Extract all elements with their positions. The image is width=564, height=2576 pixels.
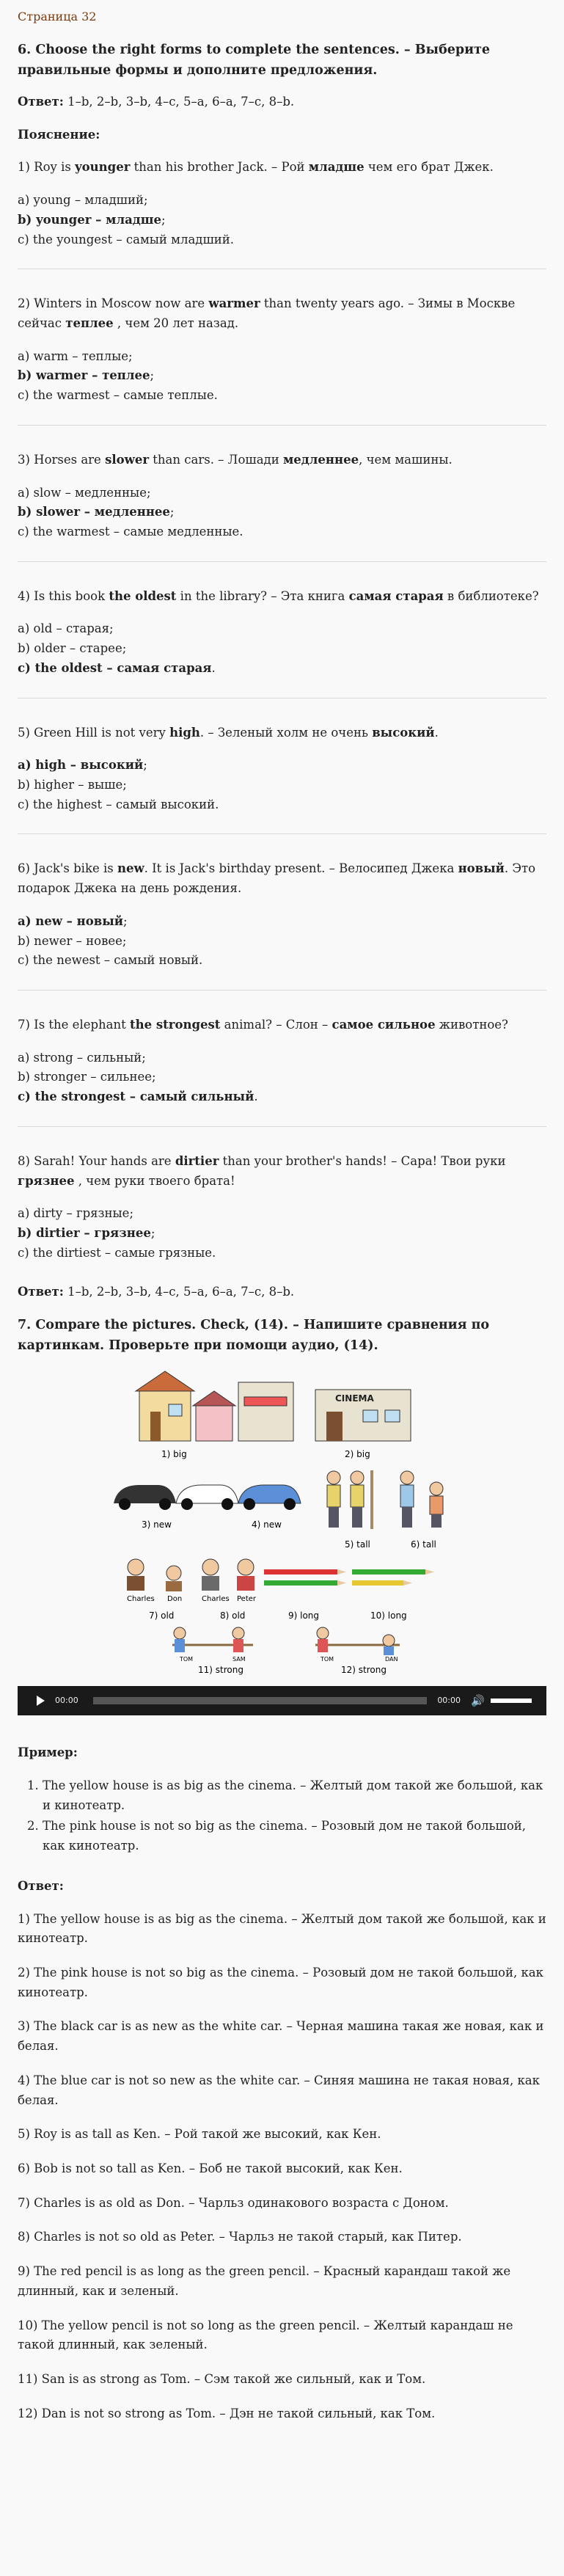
question-block (18, 450, 546, 562)
highlight-text: медленнее (282, 452, 359, 467)
text-run: a) young – младший; (18, 193, 148, 208)
highlight-text: самая старая (348, 588, 444, 603)
cars-picture (114, 1485, 301, 1510)
text-run: ; (150, 368, 155, 383)
option-item (18, 1204, 546, 1224)
comparison-illustration (18, 1368, 546, 1676)
answer-item: 3) The black car is as new as the white car. – Черная машина такая же новая, как и белая. (18, 2019, 544, 2054)
answer-label-2: Ответ: (18, 1284, 64, 1299)
text-run: , чем 20 лет назад. (113, 315, 239, 330)
text-run: animal? – Слон – (220, 1018, 332, 1032)
answer-item: 4) The blue car is not so new as the white car. – Синяя машина не такая новая, как белая. (18, 2073, 540, 2107)
duration-time: 00:00 (437, 1696, 461, 1706)
label-2: 2) big (344, 1449, 370, 1460)
text-run: , чем руки твоего брата! (74, 1173, 235, 1188)
highlight-text: c) the strongest – самый сильный (18, 1090, 254, 1104)
highlight-text: самое сильное (332, 1018, 436, 1032)
men-picture (127, 1559, 254, 1591)
name-sam: SAM (232, 1656, 246, 1663)
highlight-text: b) younger – младше (18, 212, 162, 227)
answer-label-7: Ответ: (18, 1878, 64, 1893)
label-7: 7) old (148, 1610, 174, 1621)
option-item (18, 211, 546, 230)
highlight-text: грязнее (18, 1173, 75, 1188)
text-run: c) the highest – самый высокий. (18, 797, 219, 811)
question-block (18, 587, 546, 698)
highlight-text: a) new – новый (18, 913, 124, 928)
highlight-text: dirtier (175, 1153, 219, 1168)
text-run: 1) Roy is (18, 160, 76, 175)
text-run: b) older – старее; (18, 641, 127, 656)
options-list (18, 347, 546, 406)
page-link[interactable]: Страница 32 (18, 10, 97, 23)
divider (18, 1126, 546, 1127)
answer-item: 9) The red pencil is as long as the green pencil. – Красный карандаш такой же длинный, как и зеленый. (18, 2264, 511, 2298)
text-run: in the library? – Эта книга (176, 588, 349, 603)
name-peter: Peter (236, 1595, 256, 1604)
text-run: животное? (435, 1018, 508, 1032)
text-run: ; (161, 212, 166, 227)
text-run: than his brother Jack. – Рой (130, 160, 309, 175)
yellow-house-picture (136, 1371, 194, 1441)
highlight-text: new (117, 861, 144, 876)
text-run: c) the newest – самый новый. (18, 953, 203, 968)
text-run: 4) Is this book (18, 588, 109, 603)
label-5: 5) tall (344, 1539, 370, 1550)
text-run: a) dirty – грязные; (18, 1206, 134, 1221)
answer-item: 12) Dan is not so strong as Tom. – Дэн не такой сильный, как Том. (18, 2406, 436, 2420)
name-dan: DAN (384, 1656, 398, 1663)
highlight-text: the strongest (130, 1018, 221, 1032)
option-item (18, 1048, 546, 1068)
text-run: c) the warmest – самые теплые. (18, 388, 218, 403)
example-item: 1. The yellow house is as big as the cinema. – Желтый дом такой же большой, как и кинотеатр. (43, 1776, 546, 1815)
option-item (18, 912, 546, 932)
answer-item: 10) The yellow pencil is not so long as the green pencil. – Желтый карандаш не такой длинный, как зеленый. (18, 2318, 513, 2352)
text-run: than your brother's hands! – Сара! Твои руки (219, 1153, 506, 1168)
volume-slider[interactable] (491, 1699, 532, 1703)
question-block (18, 859, 546, 990)
highlight-text: теплее (65, 315, 114, 330)
answer-item: 2) The pink house is not so big as the cinema. – Розовый дом не такой большой, как кинотеатр. (18, 1965, 543, 1999)
answer-label: Ответ: (18, 94, 64, 109)
highlight-text: c) the oldest – самая старая (18, 660, 212, 675)
text-run: . (211, 660, 216, 675)
text-run: 3) Horses are (18, 452, 106, 467)
label-10: 10) long (370, 1610, 407, 1621)
name-charles-2: Charles (201, 1595, 230, 1604)
example-item: 2. The pink house is not so big as the cinema. – Розовый дом не такой большой, как кинотеатр. (43, 1817, 546, 1856)
answer-item: 7) Charles is as old as Don. – Чарльз одинакового возраста с Доном. (18, 2195, 449, 2210)
answers-list (18, 1910, 546, 2424)
options-list (18, 1204, 546, 1263)
highlight-text: b) slower – медленнее (18, 505, 170, 519)
option-item (18, 366, 546, 386)
highlight-text: новый (458, 861, 505, 876)
text-run: 8) Sarah! Your hands are (18, 1153, 175, 1168)
option-item (18, 191, 546, 211)
answer-item: 6) Bob is not so tall as Ken. – Боб не такой высокий, как Кен. (18, 2161, 403, 2175)
divider (18, 833, 546, 834)
option-item (18, 795, 546, 815)
questions-list (18, 158, 546, 1263)
text-run: . – Зеленый холм не очень (199, 725, 373, 740)
option-item (18, 776, 546, 795)
text-run: , чем машины. (359, 452, 453, 467)
divider (18, 561, 546, 562)
example-label: Пример: (18, 1745, 78, 1760)
label-1: 1) big (161, 1449, 187, 1460)
option-item (18, 639, 546, 659)
text-run: a) strong – сильный; (18, 1050, 146, 1065)
text-run: c) the dirtiest – самые грязные. (18, 1245, 216, 1260)
text-run: than twenty years ago. – Зимы в Москве сейчас (18, 296, 516, 330)
answer-item: 1) The yellow house is as big as the cinema. – Желтый дом такой же большой, как и кинотеатр. (18, 1911, 546, 1946)
text-run: a) warm – теплые; (18, 349, 133, 363)
answer-text: 1–b, 2–b, 3–b, 4–c, 5–a, 6–a, 7–c, 8–b. (63, 94, 295, 109)
option-item (18, 951, 546, 971)
text-run: . (254, 1090, 258, 1104)
current-time: 00:00 (55, 1696, 78, 1706)
text-run: ; (169, 505, 175, 519)
name-charles: Charles (126, 1595, 155, 1604)
label-11: 11) strong (197, 1665, 243, 1676)
option-item (18, 1068, 546, 1087)
option-item (18, 386, 546, 406)
option-item (18, 659, 546, 679)
highlight-text: warmer (208, 296, 260, 311)
text-run: than cars. – Лошади (149, 452, 283, 467)
name-tom-2: TOM (320, 1656, 334, 1663)
question-sentence (18, 1015, 546, 1035)
question-sentence (18, 587, 546, 607)
option-item (18, 1224, 546, 1244)
text-run: c) the youngest – самый младший. (18, 232, 235, 247)
text-run: a) slow – медленные; (18, 485, 151, 500)
question-sentence (18, 723, 546, 743)
name-don: Don (166, 1595, 182, 1604)
text-run: ; (150, 1226, 155, 1241)
text-run: . (434, 725, 439, 740)
text-run: . Это подарок Джека на день рождения. (18, 861, 536, 896)
option-item (18, 522, 546, 542)
audio-player (18, 1686, 546, 1715)
question-sentence (18, 859, 546, 898)
question-block (18, 1015, 546, 1127)
highlight-text: slower (105, 452, 150, 467)
option-item (18, 347, 546, 367)
highlight-text: b) warmer – теплее (18, 368, 150, 383)
options-list (18, 619, 546, 678)
label-9: 9) long (288, 1610, 319, 1621)
text-run: . It is Jack's birthday present. – Велосипед Джека (144, 861, 458, 876)
question-block (18, 294, 546, 426)
pink-house-picture (193, 1391, 235, 1441)
label-8: 8) old (219, 1610, 245, 1621)
option-item (18, 932, 546, 952)
question-sentence (18, 294, 546, 333)
question-block (18, 1152, 546, 1263)
question-block (18, 158, 546, 269)
text-run: чем его брат Джек. (364, 160, 494, 175)
options-list (18, 756, 546, 814)
option-item (18, 756, 546, 776)
highlight-text: high (169, 725, 200, 740)
answer-text-2: 1–b, 2–b, 3–b, 4–c, 5–a, 6–a, 7–c, 8–b. (63, 1284, 295, 1299)
progress-bar[interactable] (93, 1697, 427, 1704)
explanation-label: Пояснение: (18, 127, 100, 142)
text-run: c) the warmest – самые медленные. (18, 524, 243, 539)
cinema-sign: CINEMA (334, 1393, 374, 1404)
question-block (18, 723, 546, 835)
boys-picture (327, 1470, 443, 1529)
options-list (18, 1048, 546, 1107)
text-run: b) stronger – сильнее; (18, 1070, 156, 1084)
label-6: 6) tall (410, 1539, 436, 1550)
answer-item: 5) Roy is as tall as Ken. – Рой такой же высокий, как Кен. (18, 2127, 381, 2142)
answer-line-2 (18, 1282, 546, 1302)
highlight-text: younger (75, 160, 131, 175)
cinema-building-2 (315, 1390, 411, 1441)
text-run: b) newer – новее; (18, 933, 127, 948)
text-run: 7) Is the elephant (18, 1018, 131, 1032)
highlight-text: младше (308, 160, 365, 175)
pencils-picture (264, 1569, 434, 1586)
highlight-text: b) dirtier – грязнее (18, 1226, 151, 1241)
text-run: 6) Jack's bike is (18, 861, 117, 876)
exercise-7-heading: 7. Compare the pictures. Check, (14). – Напишите сравнения по картинкам. Проверьте при помощи аудио, (14). (18, 1318, 490, 1354)
answer-item: 8) Charles is not so old as Peter. – Чарльз не такой старый, как Питер. (18, 2230, 462, 2244)
exercise-6-heading: 6. Choose the right forms to complete the sentences. – Выберите правильные формы и дополните предложения. (18, 42, 491, 78)
options-list (18, 191, 546, 249)
answer-item: 11) San is as strong as Tom. – Сэм такой же сильный, как и Том. (18, 2372, 426, 2387)
label-4: 4) new (251, 1519, 282, 1530)
text-run: ; (143, 758, 147, 773)
option-item (18, 484, 546, 503)
text-run: 5) Green Hill is not very (18, 725, 170, 740)
tug-of-war-picture (172, 1627, 400, 1655)
highlight-text: the oldest (109, 588, 177, 603)
divider (18, 425, 546, 426)
question-sentence (18, 450, 546, 470)
option-item (18, 230, 546, 250)
play-icon[interactable] (37, 1696, 45, 1706)
option-item (18, 1244, 546, 1263)
text-run: ; (123, 913, 128, 928)
answer-line (18, 92, 546, 112)
question-sentence (18, 158, 546, 178)
text-run: b) higher – выше; (18, 778, 127, 792)
options-list (18, 484, 546, 542)
text-run: 2) Winters in Moscow now are (18, 296, 209, 311)
text-run: a) old – старая; (18, 621, 114, 636)
option-item (18, 1087, 546, 1107)
cinema-building (238, 1382, 293, 1441)
name-tom: TOM (179, 1656, 193, 1663)
options-list (18, 912, 546, 971)
option-item (18, 503, 546, 522)
highlight-text: a) high – высокий (18, 758, 144, 773)
label-3: 3) new (141, 1519, 172, 1530)
volume-icon[interactable]: 🔊 (471, 1694, 485, 1708)
label-12: 12) strong (340, 1665, 387, 1676)
examples-list (18, 1776, 546, 1856)
text-run: в библиотеке? (443, 588, 539, 603)
highlight-text: высокий (372, 725, 435, 740)
question-sentence (18, 1152, 546, 1191)
option-item (18, 619, 546, 639)
